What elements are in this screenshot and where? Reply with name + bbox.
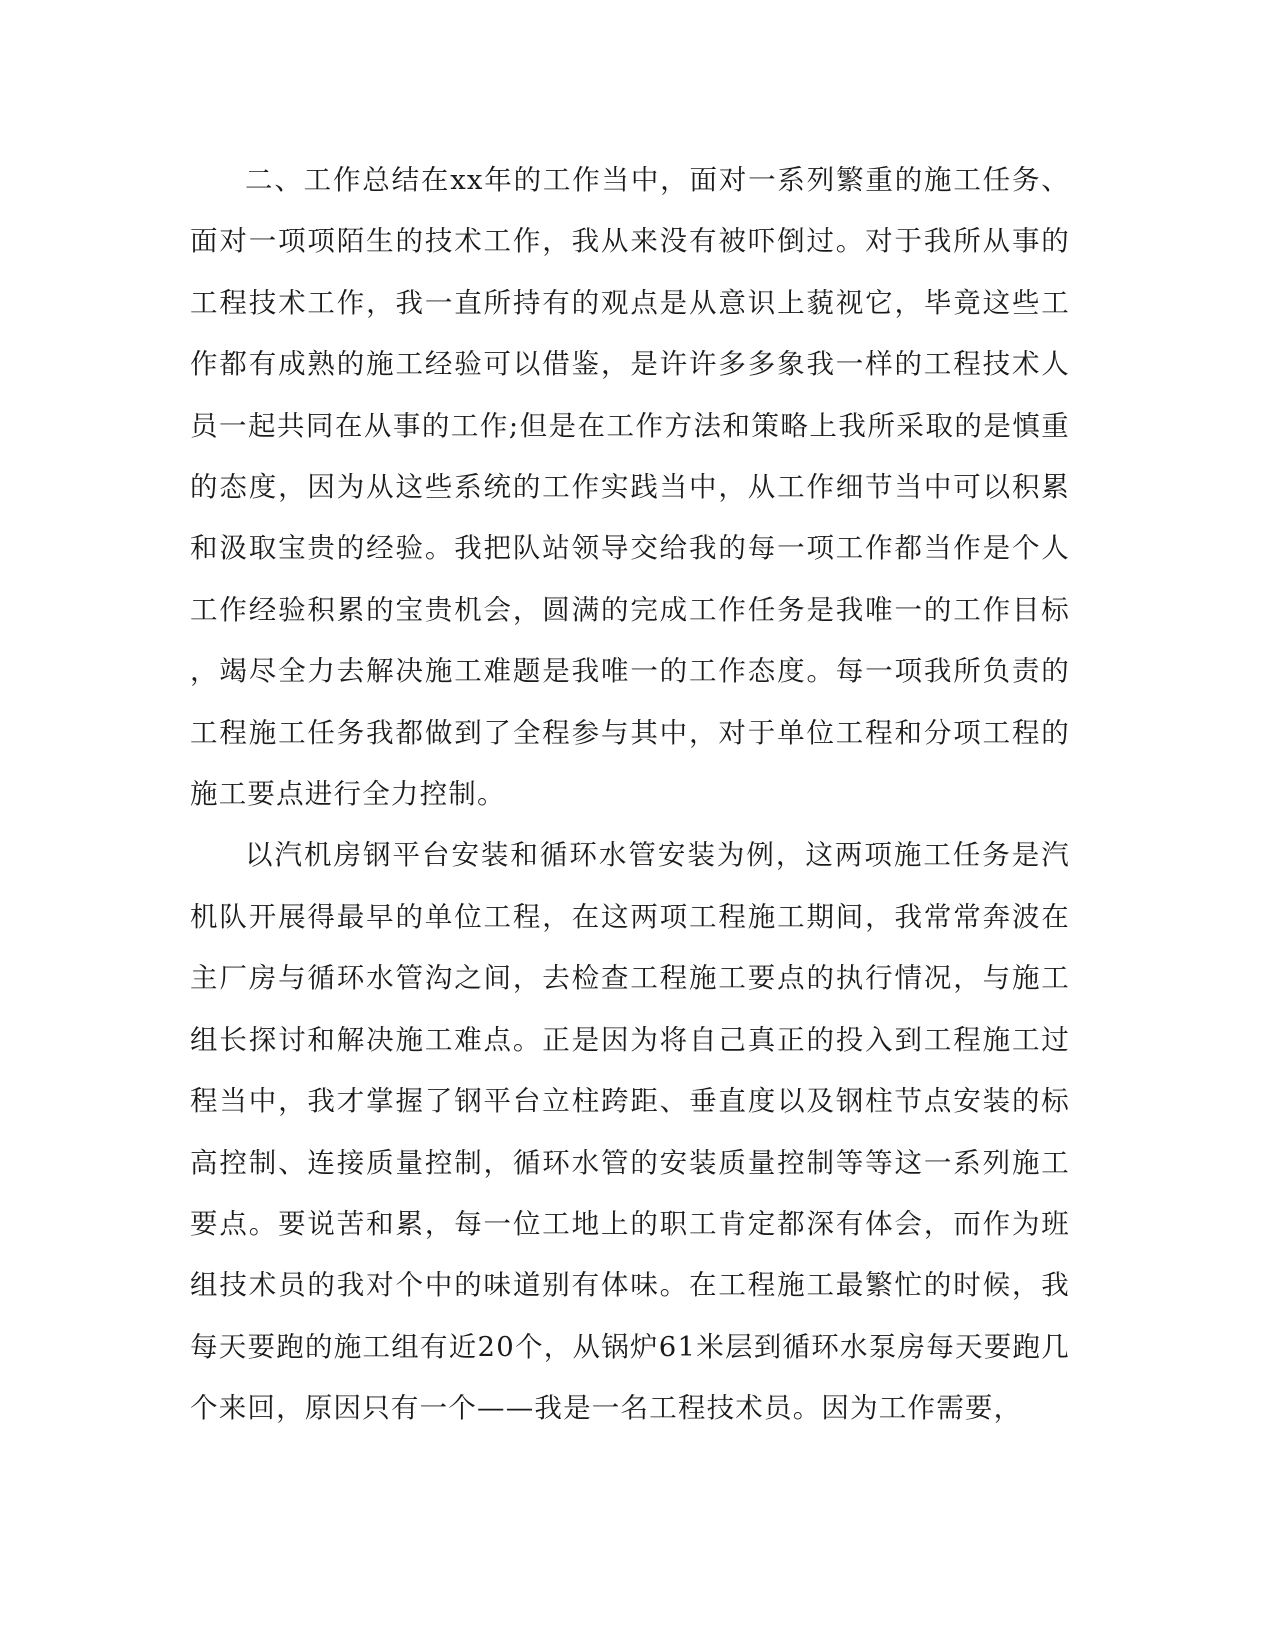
paragraph-example: 以汽机房钢平台安装和循环水管安装为例，这两项施工任务是汽机队开展得最早的单位工程，在这两项工程施工期间，我常常奔波在主厂房与循环水管沟之间，去检查工程施工要点的执行情况，与施工组长探讨和解决施工难点。正是因为将自己真正的投入到工程施工过程当中，我才掌握了钢平台立柱跨距、垂直度以及钢柱节点安装的标高控制、连接质量控制，循环水管的安装质量控制等等这一系列施工要点。要说苦和累，每一位工地上的职工肯定都深有体会，而作为班组技术员的我对个中的味道别有体味。在工程施工最繁忙的时候，我每天要跑的施工组有近20个，从锅炉61米层到循环水泵房每天要跑几个来回，原因只有一个——我是一名工程技术员。因为工作需要，: [190, 839, 1070, 1425]
paragraph-work-summary: 二、工作总结在xx年的工作当中，面对一系列繁重的施工任务、面对一项项陌生的技术工作，我从来没有被吓倒过。对于我所从事的工程技术工作，我一直所持有的观点是从意识上藐视它，毕竟这些工作都有成熟的施工经验可以借鉴，是许许多多象我一样的工程技术人员一起共同在从事的工作;但是在工作方法和策略上我所采取的是慎重的态度，因为从这些系统的工作实践当中，从工作细节当中可以积累和汲取宝贵的经验。我把队站领导交给我的每一项工作都当作是个人工作经验积累的宝贵机会，圆满的完成工作任务是我唯一的工作目标，竭尽全力去解决施工难题是我唯一的工作态度。每一项我所负责的工程施工任务我都做到了全程参与其中，对于单位工程和分项工程的施工要点进行全力控制。: [190, 164, 1070, 811]
document-body: [190, 150, 1070, 1440]
